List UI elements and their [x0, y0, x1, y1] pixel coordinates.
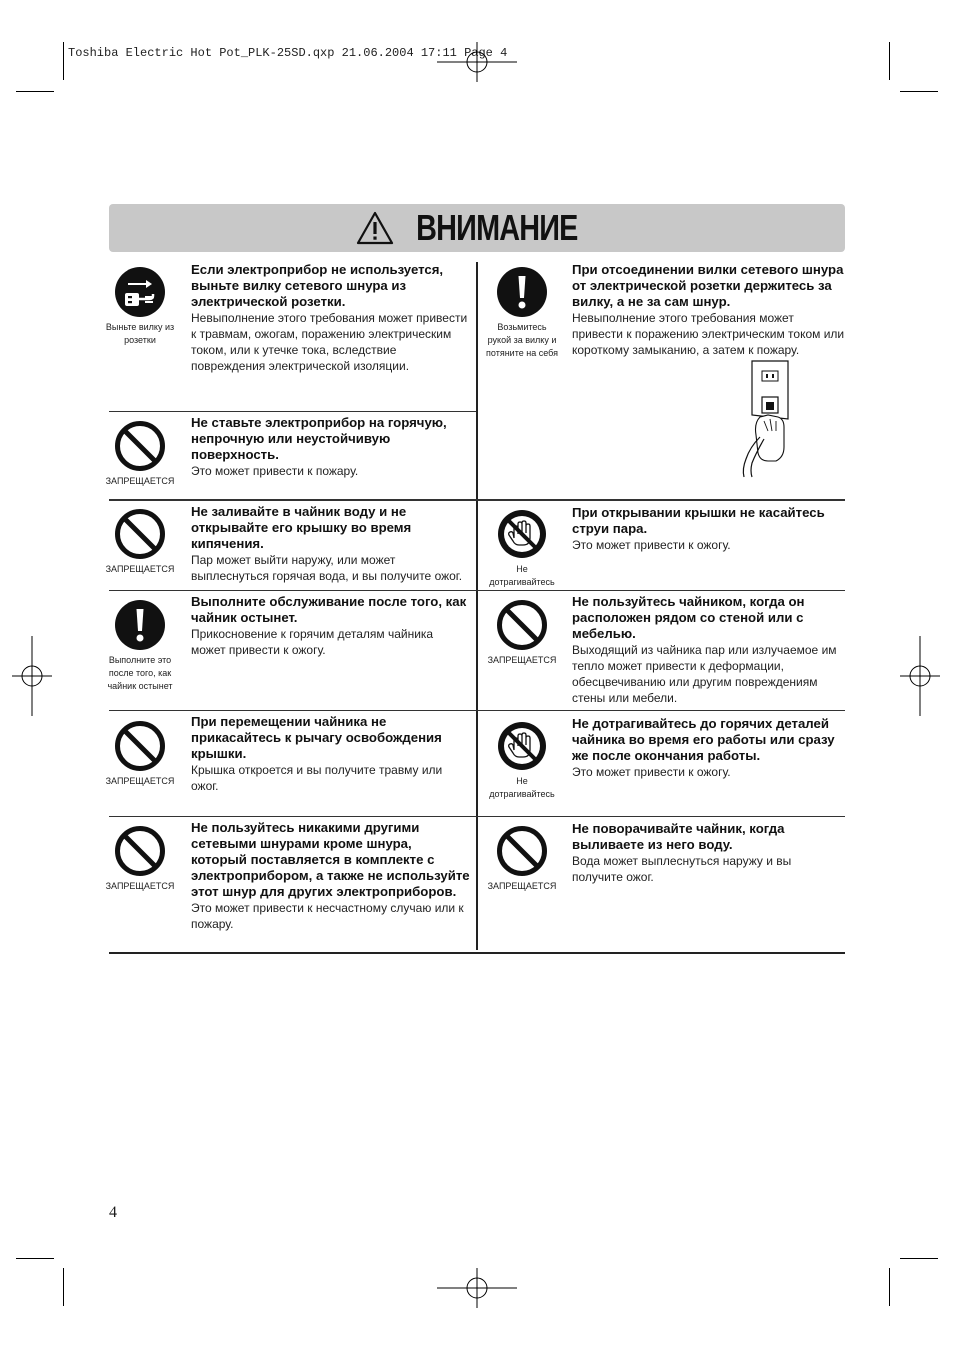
prohibited-symbol — [486, 599, 558, 667]
prohibited-icon — [114, 508, 166, 560]
icon-label: Не дотрагивайтесь — [489, 564, 555, 587]
row-divider — [109, 710, 845, 711]
warning-body: Вода может выплеснуться наружу и вы получите ожог. — [572, 854, 792, 884]
registration-mark-bottom — [437, 1268, 517, 1308]
warning-item — [572, 594, 845, 706]
warning-item — [191, 820, 471, 932]
warning-body: Это может привести к несчастному случаю или к пожару. — [191, 901, 464, 931]
icon-label: ЗАПРЕЩАЕТСЯ — [105, 776, 175, 786]
prohibited-icon — [496, 825, 548, 877]
warning-body: Пар может выйти наружу, или может выплеснуться горячая вода, и вы получите ожог. — [191, 553, 463, 583]
warning-heading: Не заливайте в чайник воду и не открывайте его крышку во время кипячения. — [191, 504, 412, 551]
icon-label: ЗАПРЕЩАЕТСЯ — [105, 564, 175, 574]
icon-label: Не дотрагивайтесь — [489, 776, 555, 799]
row-divider — [109, 590, 845, 591]
unplug-symbol — [104, 266, 176, 347]
warning-heading: Не пользуйтесь никакими другими сетевыми шнурами кроме шнура, который поставляется в комплекте с электроприбором, а также не используйте этот шнур для других электроприборов. — [191, 820, 470, 899]
prohibited-icon — [114, 720, 166, 772]
icon-label: Возьмитесь рукой за вилку и потяните на себя — [486, 322, 558, 358]
icon-label: Выполните это после того, как чайник остынет — [107, 655, 173, 691]
exclamation-symbol — [486, 266, 558, 360]
prohibited-symbol — [104, 825, 176, 893]
warning-heading: Не ставьте электроприбор на горячую, непрочную или неустойчивую поверхность. — [191, 415, 447, 462]
icon-label: ЗАПРЕЩАЕТСЯ — [105, 476, 175, 486]
warning-item — [191, 504, 471, 584]
warning-item — [572, 505, 845, 553]
exclamation-symbol — [104, 599, 176, 693]
warning-body: Это может привести к пожару. — [191, 464, 359, 478]
warning-body: Это может привести к ожогу. — [572, 538, 731, 552]
warning-heading: Не пользуйтесь чайником, когда он расположен рядом со стеной или с мебелью. — [572, 594, 805, 641]
no-touch-symbol — [486, 508, 558, 589]
plug-removal-illustration — [738, 357, 802, 479]
prohibited-icon — [114, 420, 166, 472]
registration-mark-right — [900, 636, 940, 716]
warning-heading: Не дотрагивайтесь до горячих деталей чайника во время его работы или сразу же после окончания работы. — [572, 716, 835, 763]
prohibited-symbol — [104, 508, 176, 576]
warning-item — [191, 594, 469, 658]
icon-label: ЗАПРЕЩАЕТСЯ — [105, 881, 175, 891]
no-touch-symbol — [486, 720, 558, 801]
warning-heading: При отсоединении вилки сетевого шнура от электрической розетки держитесь за вилку, а не за сам шнур. — [572, 262, 844, 309]
prohibited-symbol — [104, 720, 176, 788]
warning-heading: Выполните обслуживание после того, как чайник остынет. — [191, 594, 467, 625]
warning-item — [191, 714, 469, 794]
icon-label: Выньте вилку из розетки — [105, 322, 175, 345]
prohibited-icon — [496, 599, 548, 651]
warning-body: Прикосновение к горячим деталям чайника может привести к ожогу. — [191, 627, 434, 657]
warning-item — [572, 262, 845, 358]
warning-item — [191, 415, 469, 479]
warning-body: Невыполнение этого требования может привести к травмам, ожогам, поражению электрическим током, или к утечке тока, вследствие повреждения электрической изоляции. — [191, 311, 468, 373]
warning-body: Это может привести к ожогу. — [572, 765, 731, 779]
warning-body: Выходящий из чайника пар или излучаемое им тепло может привести к деформации, обесцвечиванию или другим повреждениям стены или мебели. — [572, 643, 837, 705]
no-touch-icon — [496, 508, 548, 560]
icon-label: ЗАПРЕЩАЕТСЯ — [487, 881, 557, 891]
banner-title: ВНИМАНИЕ — [416, 207, 578, 248]
prohibited-symbol — [104, 420, 176, 488]
icon-label: ЗАПРЕЩАЕТСЯ — [487, 655, 557, 665]
row-divider — [109, 411, 476, 412]
warning-item — [572, 821, 845, 885]
exclamation-icon — [496, 266, 548, 318]
row-divider — [109, 499, 845, 501]
warning-item — [191, 262, 469, 374]
prohibited-symbol — [486, 825, 558, 893]
warning-heading: Не поворачивайте чайник, когда выливаете из него воду. — [572, 821, 785, 852]
warning-triangle-icon — [356, 211, 394, 245]
unplug-icon — [114, 266, 166, 318]
exclamation-icon — [114, 599, 166, 651]
column-divider — [476, 262, 478, 950]
print-slug: Toshiba Electric Hot Pot_PLK-25SD.qxp 21.06.2004 17:11 Page 4 — [68, 46, 508, 60]
no-touch-icon — [496, 720, 548, 772]
registration-mark-top — [437, 42, 517, 82]
warning-heading: Если электроприбор не используется, выньте вилку сетевого шнура из электрической розетки. — [191, 262, 444, 309]
warning-item — [572, 716, 845, 780]
warning-banner — [109, 204, 845, 252]
prohibited-icon — [114, 825, 166, 877]
warning-heading: При открывании крышки не касайтесь струи пара. — [572, 505, 825, 536]
warning-body: Крышка откроется и вы получите травму или ожог. — [191, 763, 443, 793]
warning-body: Невыполнение этого требования может привести к поражению электрическим током или короткому замыканию, а затем к пожару. — [572, 311, 845, 357]
registration-mark-left — [12, 636, 52, 716]
warning-heading: При перемещении чайника не прикасайтесь к рычагу освобождения крышки. — [191, 714, 442, 761]
page-number: 4 — [109, 1204, 117, 1221]
row-divider — [109, 816, 845, 817]
table-bottom-rule — [109, 952, 845, 954]
